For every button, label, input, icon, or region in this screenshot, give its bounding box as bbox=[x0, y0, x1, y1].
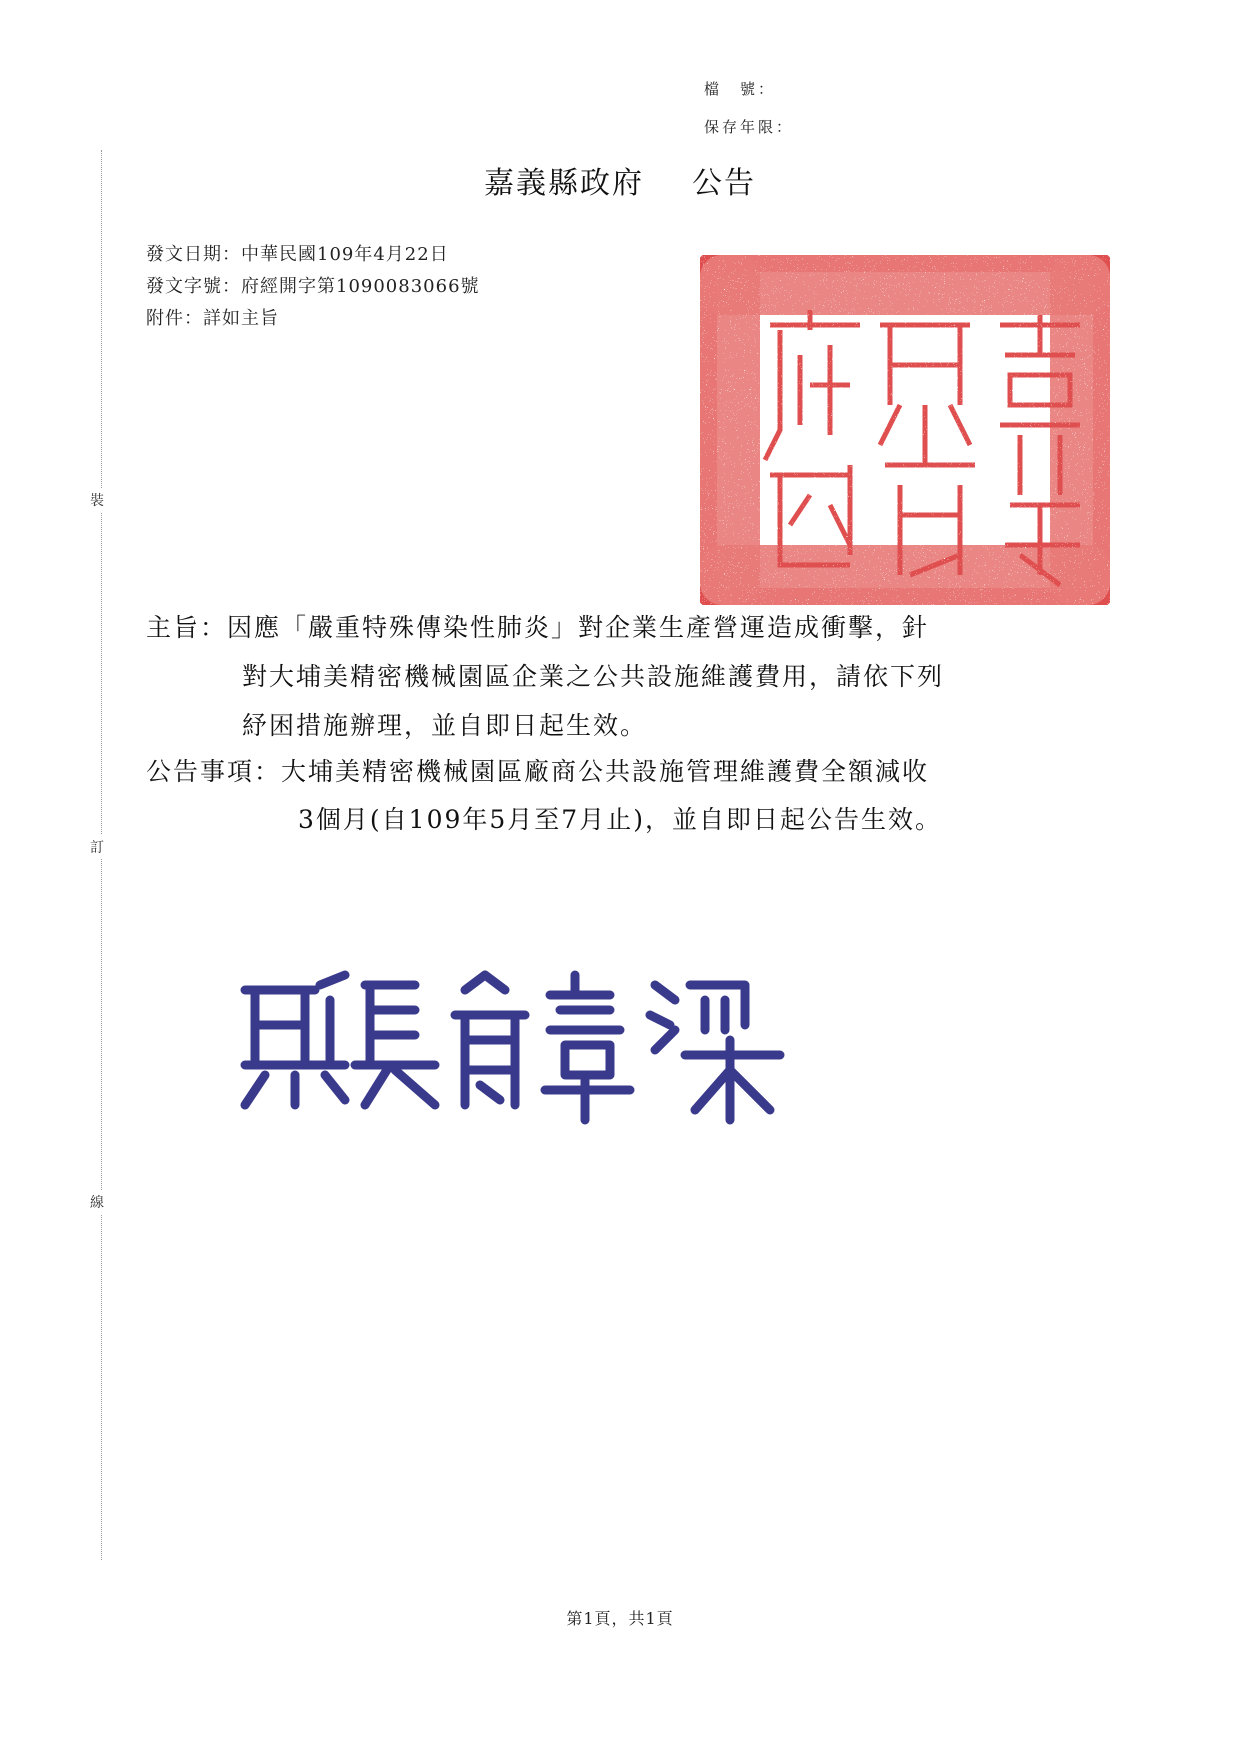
notice-line-1: 公告事項：大埔美精密機械園區廠商公共設施管理維護費全額減收 bbox=[146, 757, 930, 786]
reference-number: 發文字號：府經開字第1090083066號 bbox=[146, 276, 480, 297]
title-doc-type: 公告 bbox=[692, 166, 756, 201]
archive-retention-label: 保存年限： bbox=[704, 118, 795, 136]
binding-mark-xian: 線 bbox=[90, 1190, 104, 1214]
archive-file-no-label: 檔 號： bbox=[704, 80, 777, 98]
official-seal-icon bbox=[700, 255, 1110, 605]
magistrate-signature-icon bbox=[225, 960, 805, 1130]
binding-mark-zhuang: 裝 bbox=[90, 488, 104, 512]
document-title bbox=[0, 158, 1240, 202]
page-footer: 第1頁，共1頁 bbox=[566, 1609, 674, 1628]
notice-line-2: 3個月(自109年5月至7月止)，並自即日起公告生效。 bbox=[298, 805, 942, 834]
subject-line-2: 對大埔美精密機械園區企業之公共設施維護費用，請依下列 bbox=[242, 662, 945, 691]
attachment-note: 附件：詳如主旨 bbox=[146, 308, 279, 329]
binding-mark-ding: 訂 bbox=[90, 835, 104, 859]
subject-line-1: 主旨：因應「嚴重特殊傳染性肺炎」對企業生產營運造成衝擊，針 bbox=[146, 613, 930, 642]
issue-date: 發文日期：中華民國109年4月22日 bbox=[146, 244, 449, 265]
title-agency: 嘉義縣政府 bbox=[484, 166, 644, 201]
subject-line-3: 紓困措施辦理，並自即日起生效。 bbox=[242, 711, 648, 740]
